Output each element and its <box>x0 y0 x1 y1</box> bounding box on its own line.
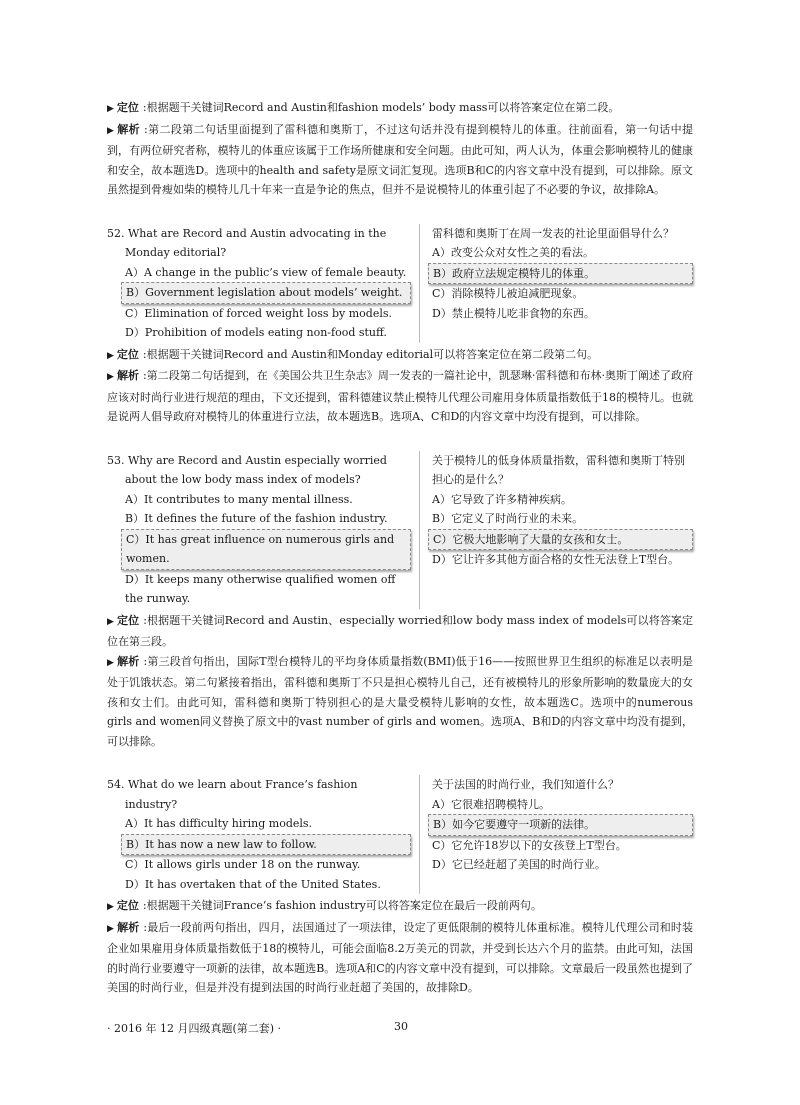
question-52-chinese <box>419 224 693 343</box>
option-a-translation: A）它很难招聘模特儿。 <box>432 797 550 811</box>
option-d: D）Prohibition of models eating non-food stuff. <box>125 326 387 339</box>
intro-locate: ▶ 定位 :根据题干关键词Record and Austin和fashion models’ body mass可以将答案定位在第二段。 <box>107 101 620 114</box>
option-a: A）A change in the public’s view of female beauty. <box>125 265 407 279</box>
q52-analysis: ▶ 解析 :第二段第二句话提到，在《美国公共卫生杂志》周一发表的一篇社论中，凯瑟琳·雷科德和布林·奥斯丁阐述了政府应该对时尚行业进行规范的理由，下文还提到，雷科德建议禁止模特儿代理公司雇用身体质量指数低于18的模特儿。也就是说两人倡导政府对模特儿的体重进行立法，故本题选B。选项A、C和D的内容文章中均没有提到，可以排除。 <box>107 369 694 423</box>
question-text: 54. What do we learn about France’s fashion industry? <box>107 778 358 811</box>
option-d-translation: D）禁止模特儿吃非食物的东西。 <box>432 306 595 320</box>
q54-locate: ▶ 定位 :根据题干关键词France’s fashion industry可以将答案定位在最后一段前两句。 <box>107 899 542 912</box>
option-c-translation-answer: C）它极大地影响了大量的女孩和女士。 <box>428 529 693 551</box>
option-c-translation: C）消除模特儿被迫减肥现象。 <box>432 287 584 300</box>
question-54-chinese <box>419 775 693 894</box>
option-a-translation: A）改变公众对女性之美的看法。 <box>432 246 594 259</box>
question-54-english <box>107 775 419 894</box>
intro-analysis: ▶ 解析 :第二段第二句话里面提到了雷科德和奥斯丁，不过这句话并没有提到模特儿的体重。往前面看，第一句话中提到，有两位研究者称，模特儿的体重应该属于工作场所健康和安全问题。由此可知，两人认为，体重会影响模特儿的健康和安全，故本题选D。选项中的health and safety是原文词汇复现。选项B和C的内容文章中没有提到，可以排除。原文虽然提到骨瘦如柴的模特儿几十年来一直是争论的焦点，但并不是说模特儿的体重引起了不必要的争议，故排除A。 <box>107 122 694 196</box>
option-b-answer: B）It has now a new law to follow. <box>121 834 411 856</box>
triangle-icon: ▶ <box>107 616 115 627</box>
question-53-english <box>107 451 419 609</box>
question-translation: 雷科德和奥斯丁在周一发表的社论里面倡导什么？ <box>432 226 674 240</box>
exam-source: · 2016 年 12 月四级真题(第二套) · <box>107 1022 282 1035</box>
question-52-english <box>107 224 419 343</box>
triangle-icon: ▶ <box>107 902 114 912</box>
q53-analysis: ▶ 解析 :第三段首句指出，国际T型台模特儿的平均身体质量指数(BMI)低于16——按照世界卫生组织的标准足以表明是处于饥饿状态。第二句紧接着指出，雷科德和奥斯丁不只是担心模特儿自己，还有被模特儿的形象所影响的数量庞大的女孩和女士们。由此可知，雷科德和奥斯丁特别担心的是大量受模特儿影响的女性，故本题选C。选项中的numerous girls and women同义替换了原文中的vast number of girls and women。选项A、B和D的内容文章中均没有提到，可以排除。 <box>107 654 694 748</box>
option-a-translation: A）它导致了许多精神疾病。 <box>432 492 572 506</box>
option-c-answer: C）It has great influence on numerous girls and women. <box>121 529 411 570</box>
option-c: C）Elimination of forced weight loss by models. <box>125 306 392 320</box>
triangle-icon: ▶ <box>107 657 115 668</box>
question-53 <box>107 451 693 609</box>
question-translation: 关于法国的时尚行业，我们知道什么？ <box>432 778 619 791</box>
q53-locate: ▶ 定位 :根据题干关键词Record and Austin、especially worried和low body mass index of models可以将答案定位在第三段。 <box>107 613 694 648</box>
option-a: A）It has difficulty hiring models. <box>125 817 313 830</box>
question-53-chinese <box>419 451 693 609</box>
option-b-translation: B）它定义了时尚行业的未来。 <box>432 512 584 525</box>
option-a: A）It contributes to many mental illness. <box>125 492 353 506</box>
question-54 <box>107 775 693 894</box>
option-b-answer: B）Government legislation about models’ weight. <box>121 282 411 304</box>
q54-analysis: ▶ 解析 :最后一段前两句指出，四月，法国通过了一项法律，设定了更低限制的模特儿体重标准。模特儿代理公司和时装企业如果雇用身体质量指数低于18的模特儿，可能会面临8.2万美元的罚款，并受到长达六个月的监禁。由此可知，法国的时尚行业要遵守一项新的法律，故本题选B。选项A和C的内容文章中没有提到，可以排除。文章最后一段虽然也提到了美国的时尚行业，但是并没有提到法国的时尚行业赶超了美国的，故排除D。 <box>107 920 694 994</box>
question-text: 52. What are Record and Austin advocating in the Monday editorial? <box>107 226 387 259</box>
q52-locate: ▶ 定位 :根据题干关键词Record and Austin和Monday editorial可以将答案定位在第二段第二句。 <box>107 347 599 361</box>
option-c-translation: C）它允许18岁以下的女孩登上T型台。 <box>432 838 627 852</box>
triangle-icon: ▶ <box>107 372 114 382</box>
question-text: 53. Why are Record and Austin especially worried about the low body mass index of models? <box>107 453 387 486</box>
triangle-icon: ▶ <box>107 125 115 136</box>
triangle-icon: ▶ <box>107 923 115 934</box>
page-content <box>107 98 693 998</box>
question-translation: 关于模特儿的低身体质量指数，雷科德和奥斯丁特别担心的是什么？ <box>432 453 685 486</box>
option-d-translation: D）它让许多其他方面合格的女性无法登上T型台。 <box>432 553 680 566</box>
option-d-translation: D）它已经赶超了美国的时尚行业。 <box>432 858 606 871</box>
page-number: 30 <box>394 1020 408 1033</box>
question-52 <box>107 224 693 343</box>
option-d: D）It has overtaken that of the United States. <box>125 877 381 891</box>
triangle-icon: ▶ <box>107 350 114 361</box>
option-d: D）It keeps many otherwise qualified women off the runway. <box>125 572 396 605</box>
triangle-icon: ▶ <box>107 104 114 114</box>
option-b-translation-answer: B）政府立法规定模特儿的体重。 <box>428 263 693 285</box>
option-b-translation-answer: B）如今它要遵守一项新的法律。 <box>428 814 693 836</box>
option-b: B）It defines the future of the fashion industry. <box>125 512 388 525</box>
option-c: C）It allows girls under 18 on the runway. <box>125 858 361 871</box>
